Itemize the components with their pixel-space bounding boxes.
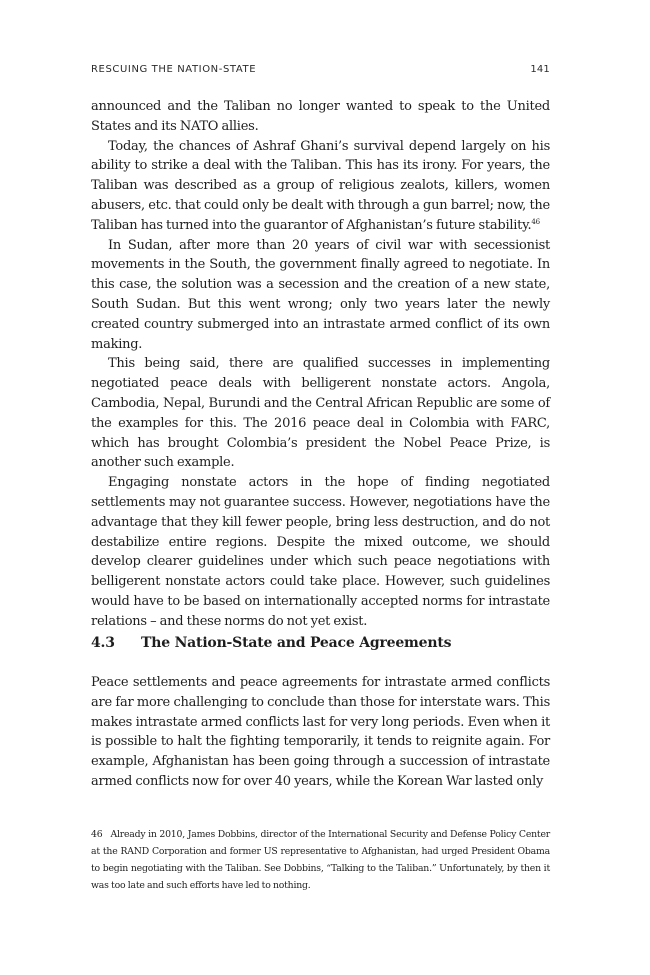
- footnote-number: 46: [91, 829, 103, 840]
- paragraph-text: announced and the Taliban no longer wanted to speak to the United States and its NATO allies.: [91, 99, 550, 134]
- page-number: 141: [530, 64, 550, 75]
- paragraph-text: This being said, there are qualified successes in implementing negotiated peace deals with belligerent nonstate actors. Angola, Cambodia, Nepal, Burundi and the Central African Republic are some of the examples for this. The 2016 peace deal in Colombia with FARC, which has brought Colombia’s president the Nobel Peace Prize, is another such example.: [91, 356, 550, 471]
- running-header: [91, 64, 550, 78]
- paragraph: [91, 236, 550, 355]
- paragraph-text: Peace settlements and peace agreements for intrastate armed conflicts are far more challenging to conclude than those for interstate wars. This makes intrastate armed conflicts last for very long periods. Even when it is possible to halt the fighting temporarily, it tends to reignite again. For example, Afghanistan has been going through a succession of intrastate armed conflicts now for over 40 years, while the Korean War lasted only: [91, 675, 550, 789]
- section-title: The Nation-State and Peace Agreements: [141, 635, 452, 651]
- running-title: RESCUING THE NATION-STATE: [91, 64, 257, 75]
- paragraph: [91, 137, 550, 236]
- paragraph-text: Engaging nonstate actors in the hope of finding negotiated settlements may not guarantee success. However, negotiations have the advantage that they kill fewer people, bring less destruction, and do not destabilize entire regions. Despite the mixed outcome, we should develop clearer guidelines under which such peace negotiations with belligerent nonstate actors could take place. However, such guidelines would have to be based on internationally accepted norms for intrastate relations – and these norms do not yet exist.: [91, 475, 550, 629]
- paragraph: [91, 673, 550, 792]
- section-number: 4.3: [91, 635, 115, 651]
- main-text: [91, 97, 550, 632]
- footnote-text: Already in 2010, James Dobbins, director of the International Security and Defense Policy Center at the RAND Corporation and former US representative to Afghanistan, had urged President Obama to begin negotiating with the Taliban. See Dobbins, “Talking to the Taliban.” Unfortunately, by then it was too late and such efforts have led to nothing.: [91, 829, 550, 891]
- footnote-reference[interactable]: 46: [531, 217, 540, 226]
- section-heading: [91, 633, 550, 653]
- footnote: [91, 826, 550, 894]
- paragraph-text: In Sudan, after more than 20 years of civil war with secessionist movements in the South, the government finally agreed to negotiate. In this case, the solution was a secession and the creation of a new state, South Sudan. But this went wrong; only two years later the newly created country submerged into an intrastate armed conflict of its own making.: [91, 237, 550, 352]
- paragraph: [91, 354, 550, 473]
- section-text: [91, 673, 550, 792]
- paragraph: [91, 97, 550, 137]
- paragraph: [91, 473, 550, 631]
- paragraph-text: Today, the chances of Ashraf Ghani’s survival depend largely on his ability to strike a deal with the Taliban. This has its irony. For years, the Taliban was described as a group of religious zealots, killers, women abusers, etc. that could only be dealt with through a gun barrel; now, the Taliban has turned into the guarantor of Afghanistan’s future stability.: [91, 138, 550, 233]
